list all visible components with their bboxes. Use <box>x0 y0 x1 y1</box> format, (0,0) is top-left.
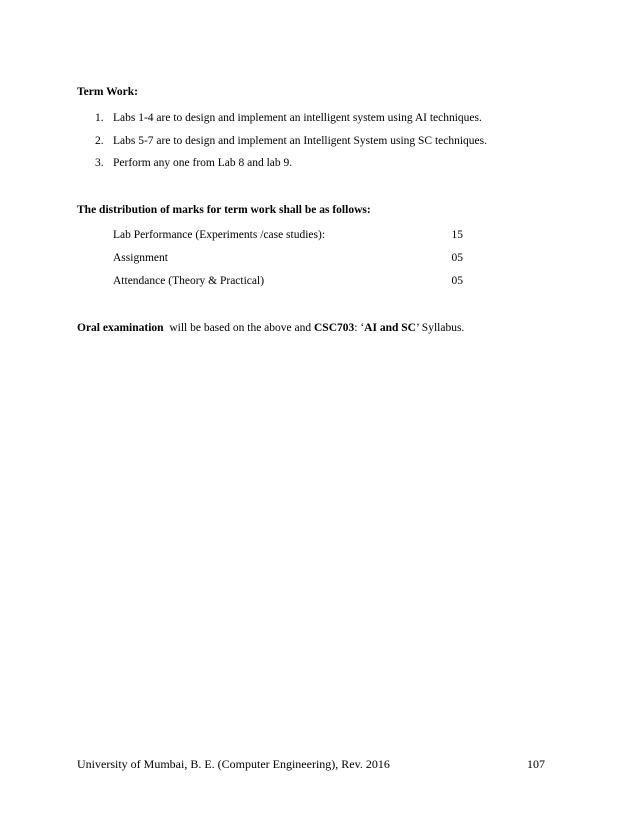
subject-name: AI and SC <box>364 322 416 334</box>
oral-examination-label: Oral examination <box>77 322 164 334</box>
term-work-heading: Term Work: <box>77 86 139 98</box>
oral-examination-note <box>77 322 464 334</box>
page-number: 107 <box>527 757 545 771</box>
marks-row-value: 05 <box>451 252 463 264</box>
marks-row-label: Lab Performance (Experiments /case studies): <box>113 229 326 241</box>
list-item-number: 2. <box>95 135 104 147</box>
footer-text: University of Mumbai, B. E. (Computer Engineering), Rev. 2016 <box>77 757 390 771</box>
list-item-text: Labs 1-4 are to design and implement an intelligent system using AI techniques. <box>113 112 482 124</box>
list-item-text: Perform any one from Lab 8 and lab 9. <box>113 157 293 169</box>
marks-distribution-heading: The distribution of marks for term work shall be as follows: <box>77 204 371 216</box>
list-item <box>95 135 487 147</box>
course-code: CSC703 <box>314 322 355 334</box>
oral-tail-text: ’ Syllabus. <box>415 322 465 334</box>
list-item <box>95 112 482 124</box>
marks-row-label: Assignment <box>113 252 168 264</box>
marks-row-value: 15 <box>451 229 463 241</box>
list-item <box>95 157 292 169</box>
list-item-number: 3. <box>95 157 104 169</box>
oral-colon-text: : ‘ <box>354 322 365 334</box>
marks-row-label: Attendance (Theory & Practical) <box>113 275 265 287</box>
oral-middle-text: will be based on the above and <box>163 322 314 334</box>
list-item-number: 1. <box>95 112 104 124</box>
list-item-text: Labs 5-7 are to design and implement an Intelligent System using SC techniques. <box>113 135 488 147</box>
marks-row-value: 05 <box>451 275 463 287</box>
